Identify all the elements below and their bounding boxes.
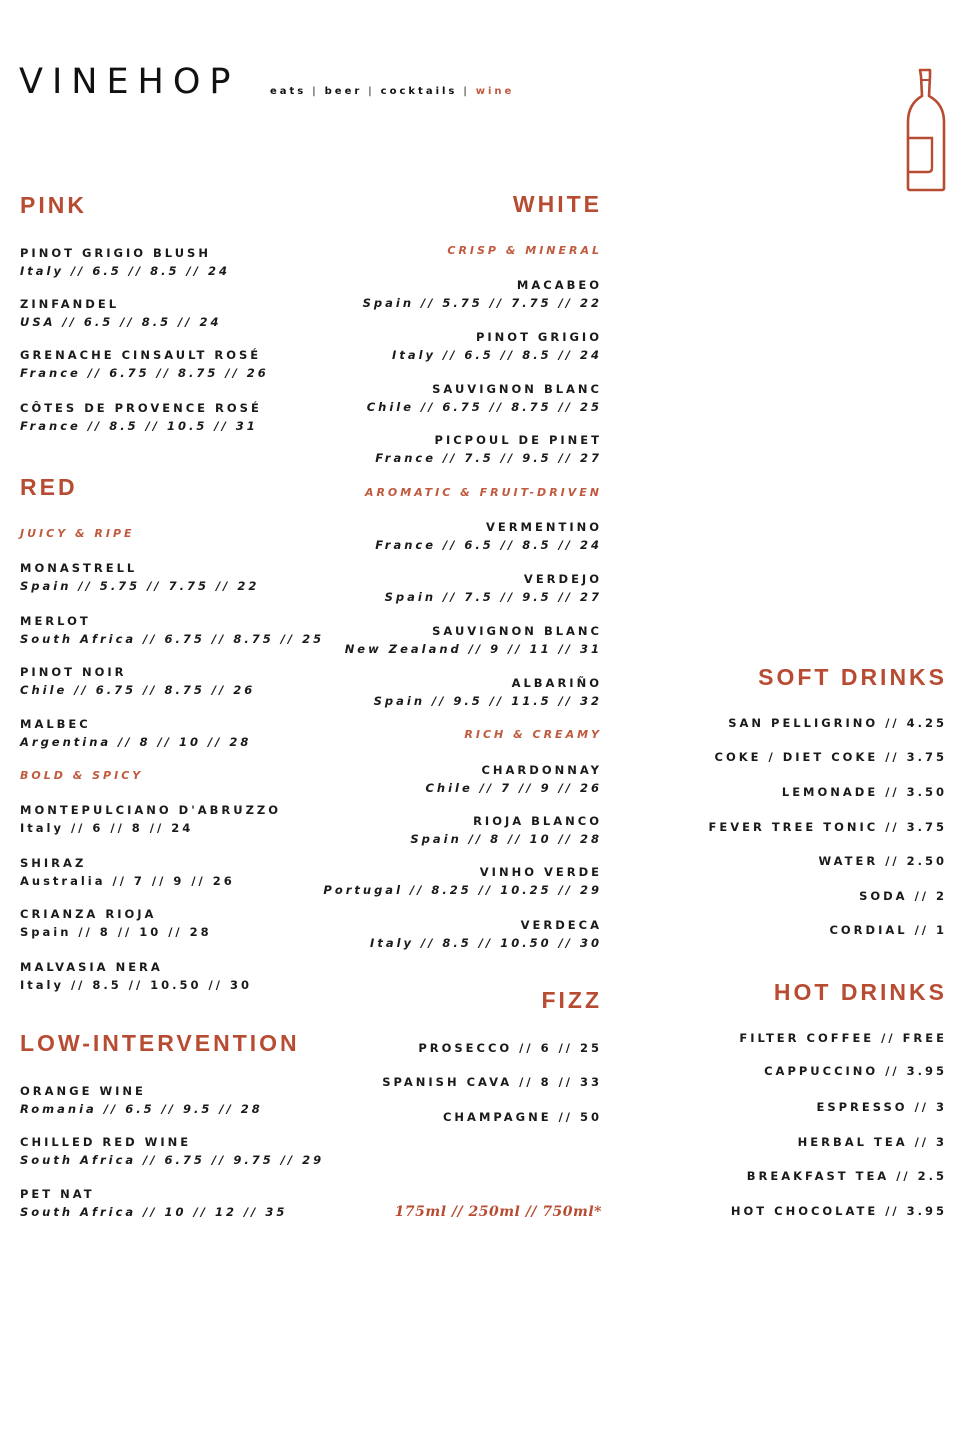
nav-cocktails[interactable]: cocktails <box>380 86 458 97</box>
list-item: WATER // 2.50 <box>818 854 947 868</box>
list-item: VINHO VERDE Portugal // 8.25 // 10.25 // 29 <box>323 865 602 897</box>
list-item: LEMONADE // 3.50 <box>781 785 947 799</box>
section-title-hot-drinks: HOT DRINKS <box>773 979 947 1005</box>
list-item: ORANGE WINE Romania // 6.5 // 9.5 // 28 <box>20 1084 263 1116</box>
list-item: MACABEO Spain // 5.75 // 7.75 // 22 <box>362 278 602 310</box>
section-title-red: RED <box>20 474 78 500</box>
section-title-soft-drinks: SOFT DRINKS <box>758 664 947 690</box>
list-item: SAN PELLIGRINO // 4.25 <box>728 716 947 730</box>
serving-sizes-note: 175ml // 250ml // 750ml* <box>394 1204 602 1220</box>
wine-bottle-icon <box>898 66 950 194</box>
list-item: SAUVIGNON BLANC Chile // 6.75 // 8.75 // 25 <box>366 382 602 414</box>
nav-eats[interactable]: eats <box>270 86 307 97</box>
section-title-low-intervention: LOW-INTERVENTION <box>20 1030 300 1056</box>
brand-logo: VINEHOP <box>19 62 240 102</box>
nav-beer[interactable]: beer <box>324 86 363 97</box>
nav-wine[interactable]: wine <box>475 86 515 97</box>
list-item: BREAKFAST TEA // 2.5 <box>746 1169 947 1183</box>
list-item: CORDIAL // 1 <box>829 923 947 937</box>
list-item: VERMENTINO France // 6.5 // 8.5 // 24 <box>375 520 602 552</box>
list-item: CRIANZA RIOJA Spain // 8 // 10 // 28 <box>20 907 212 939</box>
list-item: ZINFANDEL USA // 6.5 // 8.5 // 24 <box>20 297 222 329</box>
list-item: PET NAT South Africa // 10 // 12 // 35 <box>20 1187 288 1219</box>
list-item: ALBARIÑO Spain // 9.5 // 11.5 // 32 <box>373 676 602 708</box>
list-item: VERDEJO Spain // 7.5 // 9.5 // 27 <box>384 572 602 604</box>
list-item: SHIRAZ Australia // 7 // 9 // 26 <box>20 856 235 888</box>
list-item: CHAMPAGNE // 50 <box>442 1110 602 1124</box>
list-item: ESPRESSO // 3 <box>816 1100 947 1114</box>
subsection-aromatic-fruit-driven: AROMATIC & FRUIT-DRIVEN <box>364 486 602 499</box>
list-item: MALBEC Argentina // 8 // 10 // 28 <box>20 717 252 749</box>
subsection-rich-creamy: RICH & CREAMY <box>464 728 602 741</box>
list-item: MONASTRELL Spain // 5.75 // 7.75 // 22 <box>20 561 260 593</box>
list-item: CHARDONNAY Chile // 7 // 9 // 26 <box>425 763 602 795</box>
list-item: PINOT GRIGIO BLUSH Italy // 6.5 // 8.5 // 24 <box>20 246 230 278</box>
list-item: PROSECCO // 6 // 25 <box>418 1041 602 1055</box>
list-item: HERBAL TEA // 3 <box>797 1135 947 1149</box>
list-item: HOT CHOCOLATE // 3.95 <box>730 1204 947 1218</box>
section-title-fizz: FIZZ <box>541 987 602 1013</box>
list-item: MALVASIA NERA Italy // 8.5 // 10.50 // 30 <box>20 960 252 992</box>
list-item: MERLOT South Africa // 6.75 // 8.75 // 25 <box>20 614 325 646</box>
list-item: MONTEPULCIANO D'ABRUZZO Italy // 6 // 8 // 24 <box>20 803 282 835</box>
list-item: CHILLED RED WINE South Africa // 6.75 // 9.75 // 29 <box>20 1135 325 1167</box>
nav-separator: | <box>312 86 319 97</box>
list-item: RIOJA BLANCO Spain // 8 // 10 // 28 <box>410 814 602 846</box>
nav-separator: | <box>368 86 375 97</box>
list-item: CAPPUCCINO // 3.95 <box>764 1064 947 1078</box>
nav-separator: | <box>463 86 470 97</box>
list-item: PICPOUL DE PINET France // 7.5 // 9.5 // 27 <box>375 433 602 465</box>
list-item: FEVER TREE TONIC // 3.75 <box>708 820 947 834</box>
list-item: SPANISH CAVA // 8 // 33 <box>382 1075 602 1089</box>
list-item: FILTER COFFEE // FREE <box>739 1031 947 1045</box>
list-item: VERDECA Italy // 8.5 // 10.50 // 30 <box>370 918 602 950</box>
list-item: CÔTES DE PROVENCE ROSÉ France // 8.5 // 10.5 // 31 <box>20 401 262 433</box>
list-item: COKE / DIET COKE // 3.75 <box>714 750 947 764</box>
list-item: SAUVIGNON BLANC New Zealand // 9 // 11 // 31 <box>344 624 602 656</box>
list-item: GRENACHE CINSAULT ROSÉ France // 6.75 // 8.75 // 26 <box>20 348 269 380</box>
subsection-bold-spicy: BOLD & SPICY <box>20 769 144 782</box>
subsection-crisp-mineral: CRISP & MINERAL <box>447 244 602 257</box>
subsection-juicy-ripe: JUICY & RIPE <box>20 527 135 540</box>
section-title-pink: PINK <box>20 192 87 218</box>
list-item: PINOT GRIGIO Italy // 6.5 // 8.5 // 24 <box>392 330 602 362</box>
list-item: PINOT NOIR Chile // 6.75 // 8.75 // 26 <box>20 665 256 697</box>
section-title-white: WHITE <box>512 191 602 217</box>
list-item: SODA // 2 <box>859 889 947 903</box>
header-nav <box>270 86 514 97</box>
